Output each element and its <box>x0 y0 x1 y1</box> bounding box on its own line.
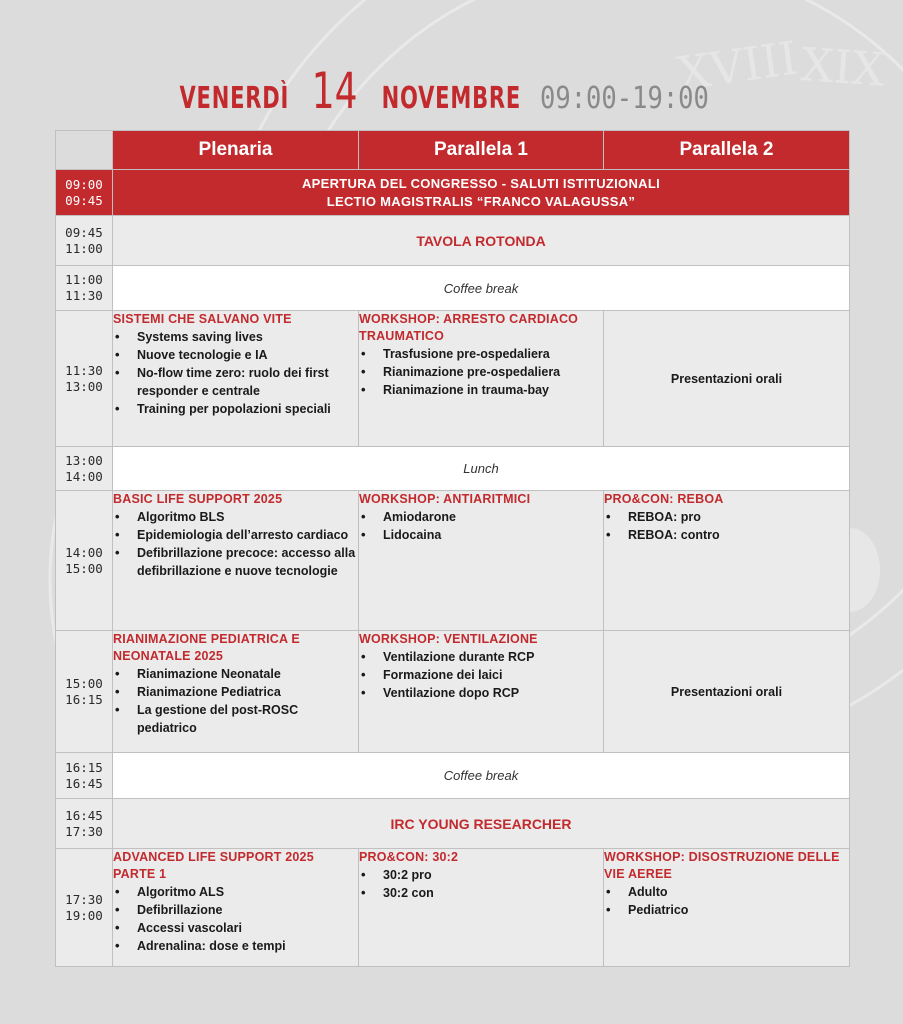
list-item: • Rianimazione Neonatale <box>113 665 358 683</box>
list-item: • 30:2 con <box>359 884 603 902</box>
list-item: • La gestione del post-ROSC pediatrico <box>113 701 358 737</box>
list-item: • Adrenalina: dose e tempi <box>113 937 358 955</box>
time-start: 11:00 <box>65 272 103 287</box>
session-items <box>604 883 849 919</box>
column-header-parallela-2: Parallela 2 <box>604 131 850 170</box>
session-plenaria <box>113 849 359 967</box>
time-end: 14:00 <box>65 468 103 484</box>
time-start: 17:30 <box>65 891 103 907</box>
time-cell <box>56 631 113 753</box>
list-item: • REBOA: pro <box>604 508 849 526</box>
session-parallela-2 <box>604 491 850 631</box>
time-end: 13:00 <box>65 378 103 394</box>
session-title: BASIC LIFE SUPPORT 2025 <box>113 492 283 506</box>
session-parallela-1 <box>359 491 604 631</box>
time-start: 16:15 <box>65 759 103 775</box>
list-item: • Pediatrico <box>604 901 849 919</box>
table-row <box>56 170 850 216</box>
list-item: • Defibrillazione precoce: accesso alla defibrillazione e nuove tecnologie <box>113 544 358 580</box>
list-item: • Accessi vascolari <box>113 919 358 937</box>
session-title: SISTEMI CHE SALVANO VITE <box>113 312 292 326</box>
time-cell <box>56 216 113 266</box>
time-cell <box>56 753 113 799</box>
time-cell <box>56 491 113 631</box>
list-item: • Systems saving lives <box>113 328 358 346</box>
break-label: Coffee break <box>113 753 850 799</box>
time-end: 16:45 <box>65 775 103 791</box>
session-title: WORKSHOP: VENTILAZIONE <box>359 632 538 646</box>
session-plenaria <box>113 311 359 447</box>
time-cell <box>56 170 113 216</box>
time-cell <box>56 266 113 311</box>
header-month: NOVEMBRE <box>381 81 522 116</box>
header-time-range: 09:00-19:00 <box>540 81 709 116</box>
list-item: • Epidemiologia dell’arresto cardiaco <box>113 526 358 544</box>
list-item: • Adulto <box>604 883 849 901</box>
session-title: PRO&CON: REBOA <box>604 492 724 506</box>
session-items <box>113 508 358 580</box>
time-end: 11:00 <box>65 240 103 256</box>
time-end: 17:30 <box>65 823 103 839</box>
header-day: VENERDÌ <box>179 81 290 116</box>
time-cell <box>56 849 113 967</box>
session-title: WORKSHOP: ARRESTO CARDIACO TRAUMATICO <box>359 312 579 343</box>
break-label: Coffee break <box>113 266 850 311</box>
break-label: Lunch <box>113 447 850 491</box>
list-item: • Algoritmo ALS <box>113 883 358 901</box>
list-item: • Nuove tecnologie e IA <box>113 346 358 364</box>
session-items <box>604 508 849 544</box>
time-start: 09:00 <box>65 176 103 192</box>
session-parallela-2 <box>604 311 850 447</box>
list-item: • Trasfusione pre-ospedaliera <box>359 345 603 363</box>
session-title: WORKSHOP: ANTIARITMICI <box>359 492 531 506</box>
column-header-row <box>56 131 850 170</box>
time-cell <box>56 799 113 849</box>
time-start: 13:00 <box>65 452 103 468</box>
session-items <box>113 883 358 955</box>
opening-line-1: APERTURA DEL CONGRESSO - SALUTI ISTITUZIONALI <box>301 175 660 191</box>
session-title: WORKSHOP: DISOSTRUZIONE DELLE VIE AEREE <box>604 850 840 881</box>
list-item: • Ventilazione dopo RCP <box>359 684 603 702</box>
schedule-header <box>0 62 903 122</box>
time-start: 11:30 <box>65 362 103 378</box>
session-items <box>359 345 603 399</box>
table-row <box>56 447 850 491</box>
session-items <box>113 665 358 737</box>
table-row <box>56 753 850 799</box>
table-row <box>56 631 850 753</box>
session-title: PRO&CON: 30:2 <box>359 850 459 864</box>
list-item: • Algoritmo BLS <box>113 508 358 526</box>
time-start: 16:45 <box>65 807 103 823</box>
time-end: 19:00 <box>65 907 103 923</box>
schedule-table <box>55 130 850 967</box>
list-item: • Lidocaina <box>359 526 603 544</box>
list-item: • Amiodarone <box>359 508 603 526</box>
session-text: Presentazioni orali <box>670 684 783 699</box>
list-item: • Training per popolazioni speciali <box>113 400 358 418</box>
list-item: • Rianimazione pre-ospedaliera <box>359 363 603 381</box>
session-items <box>359 866 603 902</box>
session-plenaria <box>113 631 359 753</box>
column-header-parallela-1: Parallela 1 <box>359 131 604 170</box>
time-start: 09:45 <box>65 224 103 240</box>
span-session-title: IRC YOUNG RESEARCHER <box>113 799 850 849</box>
session-parallela-2 <box>604 849 850 967</box>
table-row <box>56 216 850 266</box>
session-title: RIANIMAZIONE PEDIATRICA E NEONATALE 2025 <box>113 632 300 663</box>
column-header-plenaria: Plenaria <box>113 131 359 170</box>
session-parallela-2 <box>604 631 850 753</box>
time-start: 15:00 <box>65 675 103 691</box>
session-title: ADVANCED LIFE SUPPORT 2025 PARTE 1 <box>113 850 314 881</box>
list-item: • REBOA: contro <box>604 526 849 544</box>
time-end: 11:30 <box>65 288 103 303</box>
table-row <box>56 311 850 447</box>
session-text: Presentazioni orali <box>670 371 783 386</box>
opening-line-2: LECTIO MAGISTRALIS “FRANCO VALAGUSSA” <box>326 193 636 209</box>
table-row <box>56 266 850 311</box>
opening-session <box>113 170 850 216</box>
session-items <box>359 648 603 702</box>
session-items <box>359 508 603 544</box>
session-parallela-1 <box>359 311 604 447</box>
corner-cell <box>56 131 113 170</box>
list-item: • Rianimazione in trauma-bay <box>359 381 603 399</box>
time-end: 15:00 <box>65 560 103 576</box>
list-item: • Defibrillazione <box>113 901 358 919</box>
time-end: 16:15 <box>65 691 103 707</box>
time-start: 14:00 <box>65 544 103 560</box>
session-parallela-1 <box>359 631 604 753</box>
table-row <box>56 491 850 631</box>
session-items <box>113 328 358 418</box>
span-session-title: TAVOLA ROTONDA <box>113 216 850 266</box>
list-item: • Rianimazione Pediatrica <box>113 683 358 701</box>
svg-text:XIX: XIX <box>799 37 887 97</box>
table-row <box>56 849 850 967</box>
session-plenaria <box>113 491 359 631</box>
time-cell <box>56 447 113 491</box>
table-row <box>56 799 850 849</box>
list-item: • 30:2 pro <box>359 866 603 884</box>
header-date-number: 14 <box>311 62 358 120</box>
list-item: • No-flow time zero: ruolo dei first responder e centrale <box>113 364 358 400</box>
time-end: 09:45 <box>65 192 103 208</box>
svg-text:XVIII: XVIII <box>674 30 801 101</box>
session-parallela-1 <box>359 849 604 967</box>
list-item: • Formazione dei laici <box>359 666 603 684</box>
list-item: • Ventilazione durante RCP <box>359 648 603 666</box>
time-cell <box>56 311 113 447</box>
